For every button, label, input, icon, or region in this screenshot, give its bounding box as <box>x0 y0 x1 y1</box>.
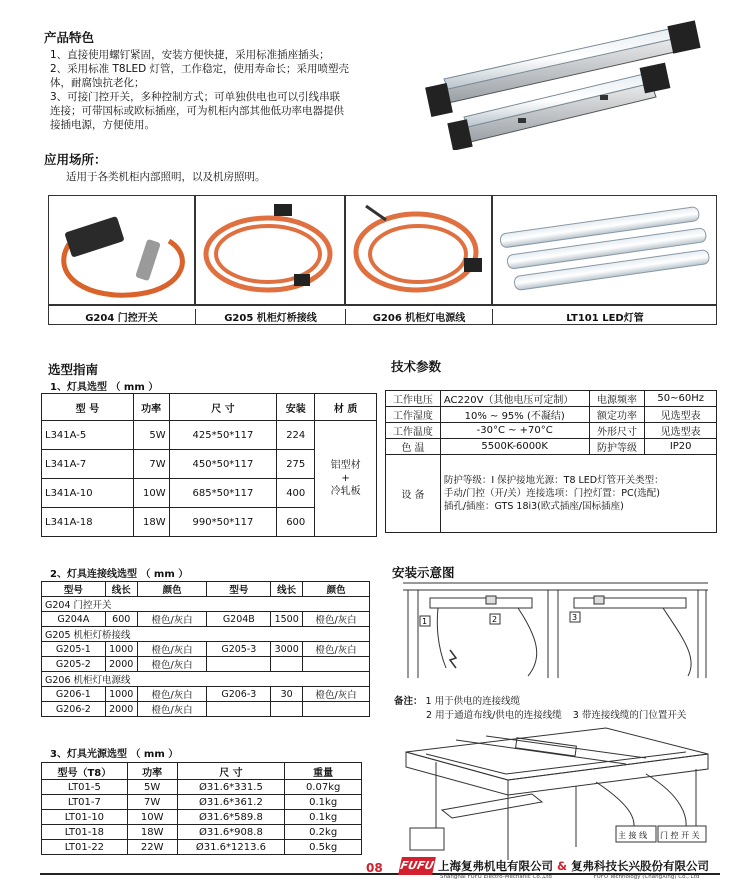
box-label-door-switch: 门 控 开 关 <box>660 831 700 840</box>
caption-bridge-cable: G205 机柜灯桥接线 <box>195 309 345 324</box>
spec-label: 色 温 <box>386 439 441 455</box>
spec-value: 5500K-6000K <box>440 439 589 455</box>
cell: L341A-7 <box>42 450 134 479</box>
cable-header-length: 线长 <box>105 582 137 597</box>
table-row <box>42 795 362 810</box>
material-line: + <box>341 473 350 484</box>
cell: 600 <box>105 612 137 627</box>
cell: 1500 <box>271 612 303 627</box>
install-notes <box>394 693 520 707</box>
cell: G206-3 <box>207 687 271 702</box>
spec-label: 外形尺寸 <box>589 423 645 439</box>
lamp-header-material: 材 质 <box>315 394 377 421</box>
cell: 0.1kg <box>285 810 362 825</box>
page-number: 08 <box>366 861 383 875</box>
cell: 橙色/灰白 <box>137 657 207 672</box>
cable-group-label: G205 机柜灯桥接线 <box>42 627 370 642</box>
tube-header-weight: 重量 <box>285 763 362 780</box>
note-3: 3 带连接线缆的门位置开关 <box>572 710 687 721</box>
spec-label: 工作电压 <box>386 391 441 407</box>
features-title: 产品特色 <box>44 30 95 45</box>
table-row <box>386 439 717 455</box>
install-notes-2 <box>426 707 686 721</box>
spec-value: 50~60Hz <box>645 391 717 407</box>
photo-door-switch <box>48 195 195 305</box>
equip-line: 防护等级：I 保护接地光源：T8 LED灯管开关类型： <box>443 475 664 486</box>
cell: 10W <box>127 810 177 825</box>
cell: G205-2 <box>42 657 106 672</box>
cell: 5W <box>133 421 169 450</box>
cell: G204B <box>207 612 271 627</box>
spec-value: 10% ~ 95% (不凝结) <box>440 407 589 423</box>
lamp-header-power: 功率 <box>133 394 169 421</box>
cell: LT01-22 <box>42 840 128 855</box>
cable-table-title: 2、灯具连接线选型 （ mm ） <box>50 569 189 580</box>
spec-label: 工作温度 <box>386 423 441 439</box>
photo-bridge-cable <box>195 195 345 305</box>
photo-led-tubes <box>492 195 717 305</box>
caption-led-tube: LT101 LED灯管 <box>492 309 717 324</box>
cell: 1000 <box>105 642 137 657</box>
spec-value: IP20 <box>645 439 717 455</box>
cell: 橙色/灰白 <box>137 702 207 717</box>
cell <box>271 657 303 672</box>
install-diagram <box>398 578 718 680</box>
table-row <box>386 423 717 439</box>
lamp-header-model: 型 号 <box>42 394 134 421</box>
applications-text: 适用于各类机柜内部照明，以及机房照明。 <box>66 171 266 183</box>
diagram-label-3: 3 <box>572 613 578 622</box>
spec-value: AC220V（其他电压可定制） <box>440 391 589 407</box>
table-row <box>386 391 717 407</box>
cell: 橙色/灰白 <box>137 612 207 627</box>
cell: 400 <box>277 479 315 508</box>
cell: 425*50*117 <box>169 421 277 450</box>
cell: 3000 <box>271 642 303 657</box>
table-row <box>42 840 362 855</box>
cell: L341A-5 <box>42 421 134 450</box>
lamp-header-install: 安装 <box>277 394 315 421</box>
cell: G206-2 <box>42 702 106 717</box>
cell: L341A-18 <box>42 508 134 537</box>
cell: 2000 <box>105 657 137 672</box>
note-label: 备注： <box>394 696 423 707</box>
cable-group-label: G206 机柜灯电源线 <box>42 672 370 687</box>
cell: Ø31.6*589.8 <box>177 810 285 825</box>
company-name-2-en: FUFU Technology (ChangXing) Co., Ltd <box>593 874 700 880</box>
install-title: 安装示意图 <box>392 565 455 580</box>
spec-label-equipment: 设 备 <box>386 455 441 533</box>
specs-title: 技术参数 <box>391 359 442 374</box>
cable-header-model-2: 型号 <box>207 582 271 597</box>
company-name-1: 上海复弗机电有限公司 <box>438 859 553 873</box>
table-row <box>42 657 370 672</box>
cell: 990*50*117 <box>169 508 277 537</box>
cell: Ø31.6*361.2 <box>177 795 285 810</box>
cell: Ø31.6*1213.6 <box>177 840 285 855</box>
cell <box>207 657 271 672</box>
cell <box>303 702 370 717</box>
cell: 7W <box>127 795 177 810</box>
table-row <box>42 687 370 702</box>
cell: 275 <box>277 450 315 479</box>
cable-header-model: 型号 <box>42 582 106 597</box>
table-row <box>386 407 717 423</box>
caption-power-cable: G206 机柜灯电源线 <box>345 309 492 324</box>
cell: 224 <box>277 421 315 450</box>
feature-line: 接插电源，方便使用。 <box>50 119 155 131</box>
equip-line: 插孔/插座：GTS 18i3(欧式插座/国标插座) <box>443 501 624 512</box>
company-logo: FUFU <box>398 857 436 875</box>
spec-label: 电源频率 <box>589 391 645 407</box>
table-row <box>42 810 362 825</box>
cell: Ø31.6*331.5 <box>177 780 285 795</box>
table-row <box>42 612 370 627</box>
lamp-header-size: 尺 寸 <box>169 394 277 421</box>
cell: 22W <box>127 840 177 855</box>
cell: 685*50*117 <box>169 479 277 508</box>
caption-door-switch: G204 门控开关 <box>85 313 158 324</box>
cell: G206-1 <box>42 687 106 702</box>
diagram-label-1: 1 <box>422 617 428 626</box>
cell: 1000 <box>105 687 137 702</box>
cell: L341A-10 <box>42 479 134 508</box>
feature-line: 体，耐腐蚀抗老化； <box>50 77 145 89</box>
spec-value: 见选型表 <box>645 423 717 439</box>
company-names-en <box>440 874 699 880</box>
photo-power-cable <box>345 195 492 305</box>
spec-equipment-value <box>440 455 716 533</box>
material-line: 冷轧板 <box>330 486 361 497</box>
cell: 0.07kg <box>285 780 362 795</box>
table-row <box>42 702 370 717</box>
features-list <box>50 48 385 132</box>
note-2: 2 用于通道布线/供电的连接线缆 <box>426 710 562 721</box>
spec-label: 额定功率 <box>589 407 645 423</box>
cell: 橙色/灰白 <box>303 687 370 702</box>
tube-header-size: 尺 寸 <box>177 763 285 780</box>
note-1: 1 用于供电的连接线缆 <box>425 696 521 707</box>
cell: 0.2kg <box>285 825 362 840</box>
tube-table-title: 3、灯具光源选型 （ mm ） <box>50 749 179 760</box>
box-label-main-wiring: 主 接 线 <box>618 831 648 840</box>
cell: 10W <box>133 479 169 508</box>
cell: 橙色/灰白 <box>303 642 370 657</box>
material-line: 铝型材 <box>330 460 361 471</box>
lamp-table-title: 1、灯具选型 （ mm ） <box>50 382 159 393</box>
cable-header-color: 颜色 <box>137 582 207 597</box>
cable-header-length-2: 线长 <box>271 582 303 597</box>
cell: G205-1 <box>42 642 106 657</box>
tube-header-power: 功率 <box>127 763 177 780</box>
table-row <box>42 642 370 657</box>
feature-line: 1、直接使用螺钉紧固，安装方便快捷，采用标准插座插头； <box>50 49 330 61</box>
cell: 橙色/灰白 <box>137 642 207 657</box>
material-cell <box>315 421 377 537</box>
cell: 30 <box>271 687 303 702</box>
cell: 18W <box>127 825 177 840</box>
cell: 2000 <box>105 702 137 717</box>
spec-label: 工作湿度 <box>386 407 441 423</box>
equip-line: 手动/门控（开/关）连接选项：门控灯置：PC(选配) <box>443 488 661 499</box>
feature-line: 连接；可带国标或欧标插座，可为机柜内部其他低功率电器提供 <box>50 105 344 117</box>
spec-value: -30°C ~ +70°C <box>440 423 589 439</box>
company-name-1-en: Shanghai FUFU Electro-Mechanic Co.,Ltd <box>440 874 552 880</box>
lamp-selection-table <box>41 393 377 537</box>
diagram-label-2: 2 <box>492 615 498 624</box>
spec-value: 见选型表 <box>645 407 717 423</box>
cell: 7W <box>133 450 169 479</box>
cell: Ø31.6*908.8 <box>177 825 285 840</box>
applications-title: 应用场所： <box>44 152 107 167</box>
feature-line: 3、可接门控开关，多种控制方式；可单独供电也可以引线串联 <box>50 91 341 103</box>
cell: LT01-5 <box>42 780 128 795</box>
cell: LT01-10 <box>42 810 128 825</box>
feature-line: 2、采用标准 T8LED 灯管，工作稳定，使用寿命长；采用喷塑壳 <box>50 63 350 75</box>
table-row <box>42 780 362 795</box>
cable-header-color-2: 颜色 <box>303 582 370 597</box>
cabinet-isometric-diagram <box>396 722 718 860</box>
tube-header-model: 型号（T8） <box>42 763 128 780</box>
tube-selection-table <box>41 762 362 855</box>
spec-label: 防护等级 <box>589 439 645 455</box>
cell: 600 <box>277 508 315 537</box>
lamp-fixture-photo <box>420 15 710 150</box>
cell: LT01-18 <box>42 825 128 840</box>
guide-title: 选型指南 <box>48 362 99 377</box>
cell: G204A <box>42 612 106 627</box>
table-row <box>386 455 717 533</box>
table-row <box>42 421 377 450</box>
cell: G205-3 <box>207 642 271 657</box>
cell: 5W <box>127 780 177 795</box>
cell: 0.1kg <box>285 795 362 810</box>
specs-table <box>385 390 717 533</box>
cell: LT01-7 <box>42 795 128 810</box>
cell <box>207 702 271 717</box>
cell: 450*50*117 <box>169 450 277 479</box>
cable-group-label: G204 门控开关 <box>42 597 370 612</box>
cell: 0.5kg <box>285 840 362 855</box>
cell: 橙色/灰白 <box>137 687 207 702</box>
company-names <box>438 858 709 874</box>
company-name-2: 复弗科技长兴股份有限公司 <box>571 859 710 873</box>
cell <box>271 702 303 717</box>
company-amp: & <box>557 859 568 873</box>
cell: 橙色/灰白 <box>303 612 370 627</box>
table-row <box>42 825 362 840</box>
cable-selection-table <box>41 581 370 717</box>
cell: 18W <box>133 508 169 537</box>
cell <box>303 657 370 672</box>
